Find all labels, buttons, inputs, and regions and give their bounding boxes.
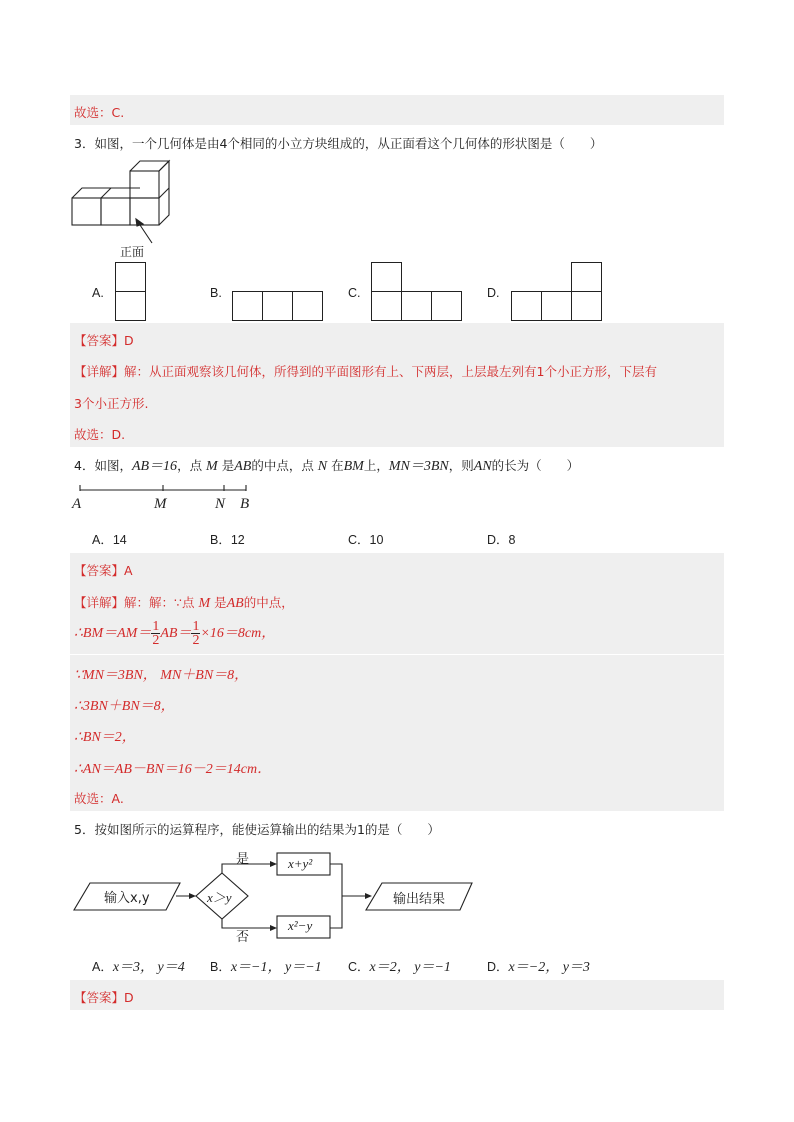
q5-yes-expression: x+y² [288,856,313,871]
q4-point-m: M [154,496,167,512]
q5-input-label: 输入x,y [104,891,150,906]
q4-step1: ∴BM＝AM＝ $\frac{1}{2}$ AB＝ $\frac{1}{2}$ ×16＝8cm， [74,619,276,648]
q4-step5: ∴AN＝AB－BN＝16－2＝14cm． [74,762,272,777]
q5-no-label: 否 [236,930,250,945]
q3-option-d-label: D. [487,286,500,300]
q3-stem: 3．如图，一个几何体是由4个相同的小立方块组成的，从正面看这个几何体的形状图是（ ） [74,136,603,151]
q4-option-a: A．14 [92,533,127,547]
q4-point-b: B [240,496,250,512]
q4-point-a: A [72,496,82,512]
q3-option-a-label: A. [92,286,104,300]
prev-conclusion: 故选：C. [74,105,125,120]
q3-answer-block [70,323,724,447]
answer-block-prev [70,95,724,125]
q5-no-expression: x²−y [288,918,313,933]
q4-option-b: B．12 [210,533,245,547]
q5-option-b: B．x＝−1， y＝−1 [210,960,322,975]
q5-stem: 5．按如图所示的运算程序，能使运算输出的结果为1的是（ ） [74,822,440,837]
q5-answer: 【答案】D [74,990,134,1005]
q4-answer: 【答案】A [74,563,133,578]
q4-step-divider [70,654,724,655]
q4-step2: ∵MN＝3BN， MN＋BN＝8， [74,668,249,683]
q5-option-d: D．x＝−2， y＝3 [487,960,590,975]
q5-output-label: 输出结果 [393,892,446,907]
q3-option-c-label: C. [348,286,361,300]
q4-step3: ∴3BN＋BN＝8， [74,699,175,714]
q5-option-a: A．x＝3， y＝4 [92,960,185,975]
q4-step4: ∴BN＝2， [74,730,136,745]
q3-front-label: 正面 [120,245,145,259]
q3-detail-line1: 【详解】解：从正面观察该几何体，所得到的平面图形有上、下两层，上层最左列有1个小正方形，下层有 [74,364,657,379]
q3-detail-line2: 3个小正方形. [74,396,149,411]
q5-option-c: C．x＝2， y＝−1 [348,960,451,975]
q3-conclusion: 故选：D. [74,427,126,442]
q4-conclusion: 故选：A. [74,791,124,806]
q4-option-d: D．8 [487,533,516,547]
q5-answer-block [70,980,724,1010]
q5-yes-label: 是 [236,852,250,867]
q4-detail-line: 【详解】解：解：∵点 M 是AB的中点， [74,595,294,611]
q4-stem: 4．如图，AB＝16，点 M 是AB的中点，点 N 在BM上，MN＝3BN，则AN的长为（ ） [74,458,580,474]
q4-point-n: N [215,496,226,512]
q5-condition: x＞y [207,890,232,905]
q4-option-c: C．10 [348,533,384,547]
q3-option-b-label: B. [210,286,222,300]
q3-answer: 【答案】D [74,333,134,348]
q4-segment-figure [78,484,248,496]
